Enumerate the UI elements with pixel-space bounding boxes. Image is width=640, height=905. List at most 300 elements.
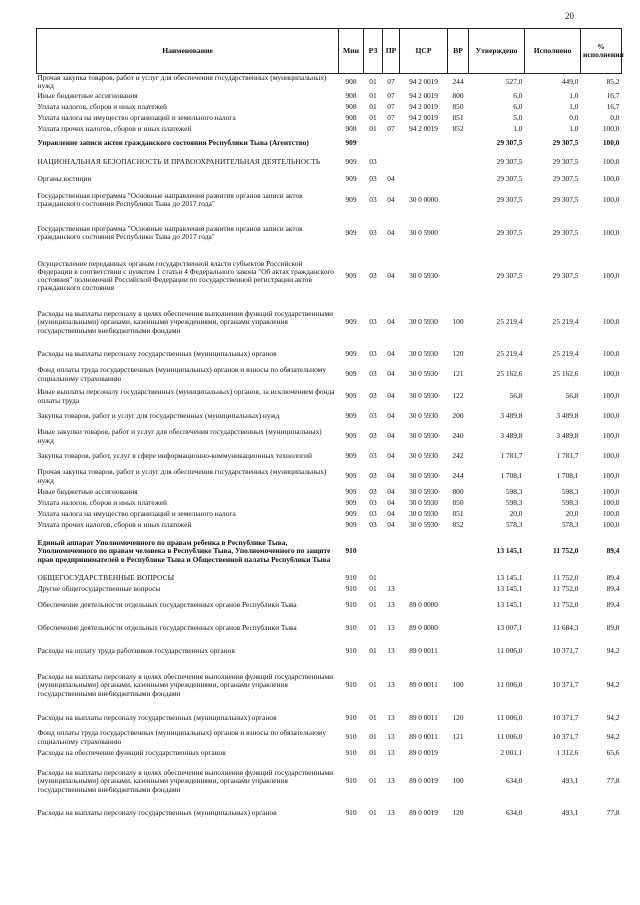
cell-executed: 29 307,5 (552, 138, 579, 148)
cell-vr: 122 (452, 391, 464, 401)
cell-percent: 100,0 (602, 497, 620, 507)
cell-pr: 04 (387, 270, 395, 280)
cell-executed: 25 219,4 (552, 317, 579, 327)
cell-percent: 100,0 (602, 348, 620, 358)
cell-name: Иные закупки товаров, работ и услуг для обеспечения государственных (муниципальных) нужд (37, 427, 322, 445)
cell-percent: 100,0 (602, 317, 620, 327)
cell-approved: 5,0 (513, 112, 523, 122)
cell-rz: 03 (369, 508, 377, 518)
cell-approved: 527,0 (505, 77, 523, 87)
cell-executed: 29 307,5 (552, 157, 579, 167)
cell-pr: 13 (387, 680, 395, 690)
cell-vr (448, 595, 469, 616)
cell-name: НАЦИОНАЛЬНАЯ БЕЗОПАСНОСТЬ И ПРАВООХРАНИТЕЛЬНАЯ ДЕЯТЕЛЬНОСТЬ (37, 157, 321, 167)
cell-name: Государственная программа "Основные направления развития органов записи актов гражданского состояния Республики Тыва до 2017 года" (37, 223, 303, 242)
cell-min: 909 (345, 451, 357, 461)
cell-rz: 03 (369, 174, 377, 184)
cell-min: 910 (345, 546, 357, 556)
cell-name: Другие общегосударственные вопросы (37, 583, 161, 593)
table-row (37, 573, 622, 584)
cell-executed: 0,0 (569, 112, 579, 122)
cell-percent: 100,0 (602, 174, 620, 184)
cell-min: 909 (345, 138, 357, 148)
table-row (37, 187, 622, 214)
cell-executed: 1 781,7 (556, 451, 579, 461)
cell-vr: 244 (452, 77, 464, 87)
cell-executed: 493,1 (561, 807, 579, 817)
cell-rz: 03 (369, 431, 377, 441)
table-row (37, 748, 622, 759)
cell-pr: 04 (387, 194, 395, 204)
cell-rz: 01 (369, 623, 377, 633)
cell-percent: 94,2 (606, 680, 620, 690)
cell-executed: 10 371,7 (552, 713, 579, 723)
cell-percent: 85,2 (606, 77, 620, 87)
cell-vr (448, 173, 469, 187)
cell-rz: 01 (369, 646, 377, 656)
cell-vr (448, 584, 469, 595)
cell-rz: 03 (369, 317, 377, 327)
cell-vr: 851 (452, 112, 464, 122)
cell-approved: 13 145,1 (496, 599, 523, 609)
cell-approved: 634,0 (505, 776, 523, 786)
cell-pr: 07 (387, 90, 395, 100)
cell-csr: 30 0 5930 (409, 411, 438, 421)
cell-csr: 89 0 0019 (409, 776, 438, 786)
cell-name: Прочая закупка товаров, работ и услуг для обеспечения государственных (муниципальных) нужд (37, 467, 327, 485)
cell-percent: 100,0 (602, 451, 620, 461)
cell-vr (448, 187, 469, 214)
cell-vr (448, 748, 469, 759)
cell-name: Расходы на выплаты персоналу государственных (муниципальных) органов (37, 348, 277, 358)
cell-approved: 1 708,1 (500, 471, 523, 481)
cell-rz: 03 (369, 471, 377, 481)
cell-rz: 01 (369, 747, 377, 757)
cell-percent: 100,0 (602, 486, 620, 496)
table-row (37, 595, 622, 616)
cell-percent: 100,0 (602, 157, 620, 167)
cell-pr: 13 (387, 646, 395, 656)
cell-vr: 100 (452, 317, 464, 327)
cell-percent: 100,0 (602, 431, 620, 441)
header-min: Мин (339, 29, 364, 74)
cell-csr: 30 0 5930 (409, 391, 438, 401)
cell-min: 910 (345, 713, 357, 723)
cell-percent: 100,0 (602, 138, 620, 148)
cell-vr: 852 (452, 519, 464, 529)
cell-csr: 94 2 0019 (409, 101, 438, 111)
cell-min: 908 (345, 90, 357, 100)
cell-pr: 04 (387, 317, 395, 327)
cell-name: Уплата налогов, сборов и иных платежей (37, 101, 167, 111)
table-row (37, 407, 622, 427)
cell-pr (383, 531, 400, 573)
cell-executed: 29 307,5 (552, 174, 579, 184)
table-row (37, 662, 622, 710)
cell-rz: 01 (369, 583, 377, 593)
cell-executed: 29 307,5 (552, 227, 579, 237)
cell-min: 909 (345, 391, 357, 401)
cell-vr: 120 (452, 807, 464, 817)
cell-rz: 01 (369, 572, 377, 582)
cell-csr: 30 0 5930 (409, 497, 438, 507)
cell-min: 909 (345, 317, 357, 327)
cell-pr: 04 (387, 508, 395, 518)
cell-name: Расходы на выплаты персоналу государственных (муниципальных) органов (37, 713, 277, 723)
header-pr: ПР (383, 29, 400, 74)
cell-executed: 1,0 (569, 90, 579, 100)
cell-pr: 04 (387, 497, 395, 507)
cell-csr: 30 0 0000 (409, 194, 438, 204)
cell-approved: 29 307,5 (496, 174, 523, 184)
cell-min: 909 (345, 194, 357, 204)
header-csr: ЦСР (400, 29, 448, 74)
cell-pr: 04 (387, 451, 395, 461)
cell-approved: 6,0 (513, 101, 523, 111)
cell-vr: 240 (452, 431, 464, 441)
cell-approved: 29 307,5 (496, 227, 523, 237)
cell-vr: 851 (452, 508, 464, 518)
cell-csr: 30 0 5930 (409, 348, 438, 358)
cell-approved: 56,8 (509, 391, 523, 401)
budget-table-container (36, 28, 624, 822)
cell-pr: 04 (387, 348, 395, 358)
table-row (37, 805, 622, 822)
table-row (37, 642, 622, 662)
cell-executed: 11 752,0 (552, 599, 579, 609)
cell-csr: 30 0 5930 (409, 431, 438, 441)
cell-pr: 07 (387, 112, 395, 122)
cell-percent: 89,8 (606, 623, 620, 633)
cell-csr: 30 0 5930 (409, 451, 438, 461)
cell-csr: 89 0 0011 (409, 646, 438, 656)
cell-name: ОБЩЕГОСУДАРСТВЕННЫЕ ВОПРОСЫ (37, 572, 175, 582)
cell-approved: 29 307,5 (496, 157, 523, 167)
cell-percent: 89,4 (606, 572, 620, 582)
cell-rz: 03 (369, 411, 377, 421)
cell-executed: 598,3 (561, 497, 579, 507)
cell-csr: 30 0 5930 (409, 369, 438, 379)
cell-rz: 01 (369, 599, 377, 609)
cell-executed: 25 162,6 (552, 369, 579, 379)
cell-percent: 16,7 (606, 90, 620, 100)
cell-pr: 13 (387, 599, 395, 609)
cell-csr: 89 0 0011 (409, 732, 438, 742)
cell-name: Расходы на выплаты персоналу государственных (муниципальных) органов (37, 807, 277, 817)
cell-vr (448, 214, 469, 253)
cell-pr: 13 (387, 747, 395, 757)
header-name: Наименование (37, 29, 339, 74)
cell-executed: 578,3 (561, 519, 579, 529)
cell-vr (448, 153, 469, 173)
cell-percent: 100,0 (602, 519, 620, 529)
cell-approved: 2 001,1 (500, 747, 523, 757)
cell-min: 909 (345, 508, 357, 518)
cell-percent: 77,8 (606, 776, 620, 786)
cell-approved: 25 219,4 (496, 317, 523, 327)
cell-pr: 04 (387, 519, 395, 529)
table-row (37, 74, 622, 91)
cell-pr: 04 (387, 174, 395, 184)
cell-approved: 13 007,1 (496, 623, 523, 633)
cell-name: Обеспечение деятельности отдельных государственных органов Республики Тыва (37, 599, 297, 609)
cell-min: 909 (345, 348, 357, 358)
cell-executed: 29 307,5 (552, 270, 579, 280)
cell-csr (400, 531, 448, 573)
cell-vr (448, 642, 469, 662)
cell-pr: 07 (387, 123, 395, 133)
cell-approved: 25 162,6 (496, 369, 523, 379)
cell-pr: 04 (387, 227, 395, 237)
cell-executed: 3 489,8 (556, 411, 579, 421)
cell-vr: 244 (452, 471, 464, 481)
cell-vr: 852 (452, 123, 464, 133)
cell-pr: 04 (387, 486, 395, 496)
header-row (37, 29, 622, 74)
cell-percent: 100,0 (602, 270, 620, 280)
cell-min: 910 (345, 732, 357, 742)
cell-approved: 25 219,4 (496, 348, 523, 358)
cell-vr: 100 (452, 776, 464, 786)
cell-executed: 10 371,7 (552, 680, 579, 690)
cell-percent: 94,2 (606, 732, 620, 742)
cell-csr: 89 0 0019 (409, 747, 438, 757)
cell-min: 909 (345, 157, 357, 167)
cell-csr: 89 0 0019 (409, 807, 438, 817)
cell-rz: 01 (369, 776, 377, 786)
cell-csr: 94 2 0019 (409, 77, 438, 87)
cell-pr: 13 (387, 807, 395, 817)
cell-rz: 03 (369, 486, 377, 496)
cell-pr: 04 (387, 411, 395, 421)
cell-name: Иные бюджетные ассигнования (37, 486, 138, 496)
table-row (37, 584, 622, 595)
cell-rz: 01 (369, 101, 377, 111)
cell-approved: 634,0 (505, 807, 523, 817)
table-row (37, 616, 622, 642)
cell-min: 909 (345, 227, 357, 237)
cell-csr (400, 584, 448, 595)
cell-approved: 598,3 (505, 486, 523, 496)
table-row (37, 531, 622, 573)
cell-vr (448, 616, 469, 642)
table-header (37, 29, 622, 74)
cell-executed: 11 752,0 (552, 572, 579, 582)
table-row (37, 509, 622, 520)
cell-approved: 6,0 (513, 90, 523, 100)
cell-percent: 100,0 (602, 123, 620, 133)
cell-min: 908 (345, 101, 357, 111)
table-row (37, 113, 622, 124)
cell-csr: 30 0 5930 (409, 471, 438, 481)
cell-name: Уплата налога на имущество организаций и земельного налога (37, 508, 236, 518)
cell-min: 909 (345, 411, 357, 421)
cell-csr: 94 2 0019 (409, 90, 438, 100)
cell-min: 910 (345, 572, 357, 582)
table-row (37, 363, 622, 387)
cell-executed: 10 371,7 (552, 646, 579, 656)
table-row (37, 498, 622, 509)
cell-rz: 01 (369, 77, 377, 87)
cell-pr: 07 (387, 101, 395, 111)
cell-rz: 01 (369, 807, 377, 817)
table-row (37, 153, 622, 173)
cell-executed: 1,0 (569, 123, 579, 133)
cell-executed: 493,1 (561, 776, 579, 786)
cell-approved: 11 006,0 (496, 732, 523, 742)
cell-min: 910 (345, 583, 357, 593)
cell-vr (448, 573, 469, 584)
cell-min: 909 (345, 270, 357, 280)
cell-rz: 03 (369, 369, 377, 379)
cell-executed: 3 489,8 (556, 431, 579, 441)
cell-pr: 13 (387, 583, 395, 593)
cell-rz: 01 (369, 680, 377, 690)
page-number: 20 (565, 11, 574, 21)
cell-percent: 0,0 (610, 112, 620, 122)
cell-pr: 04 (387, 369, 395, 379)
table-row (37, 300, 622, 346)
cell-csr (400, 135, 448, 153)
cell-min: 909 (345, 431, 357, 441)
cell-percent: 94,2 (606, 713, 620, 723)
cell-vr: 800 (452, 486, 464, 496)
cell-executed: 56,8 (565, 391, 579, 401)
cell-rz: 03 (369, 270, 377, 280)
cell-percent: 100,0 (602, 508, 620, 518)
cell-executed: 598,3 (561, 486, 579, 496)
cell-min: 909 (345, 471, 357, 481)
cell-rz: 03 (369, 227, 377, 237)
cell-approved: 11 006,0 (496, 680, 523, 690)
cell-min: 910 (345, 747, 357, 757)
cell-name: Расходы на обеспечение функций государственных органов (37, 747, 226, 757)
cell-rz: 01 (369, 123, 377, 133)
table-row (37, 253, 622, 300)
cell-executed: 449,0 (561, 77, 579, 87)
table-body (37, 74, 622, 822)
cell-approved: 29 307,5 (496, 194, 523, 204)
table-row (37, 91, 622, 102)
cell-vr: 121 (452, 369, 464, 379)
cell-min: 908 (345, 112, 357, 122)
cell-name: Уплата прочих налогов, сборов и иных платежей (37, 123, 192, 133)
cell-pr: 07 (387, 77, 395, 87)
cell-csr: 30 0 5930 (409, 486, 438, 496)
cell-executed: 20,0 (565, 508, 579, 518)
cell-percent: 89,4 (606, 599, 620, 609)
table-row (37, 427, 622, 447)
cell-executed: 1,0 (569, 101, 579, 111)
cell-rz: 01 (369, 112, 377, 122)
cell-min: 909 (345, 497, 357, 507)
cell-percent: 16,7 (606, 101, 620, 111)
cell-min: 910 (345, 646, 357, 656)
cell-vr: 242 (452, 451, 464, 461)
cell-csr: 94 2 0019 (409, 123, 438, 133)
cell-csr: 89 0 0011 (409, 680, 438, 690)
cell-min: 908 (345, 77, 357, 87)
cell-name: Закупка товаров, работ и услуг для государственных (муниципальных) нужд (37, 411, 280, 421)
cell-name: Уплата налога на имущество организаций и земельного налога (37, 112, 236, 122)
cell-name: Управление записи актов гражданского состояния Республики Тыва (Агентство) (37, 138, 309, 148)
cell-vr: 200 (452, 411, 464, 421)
table-row (37, 728, 622, 748)
cell-csr: 89 0 0011 (409, 713, 438, 723)
cell-csr: 30 0 5900 (409, 227, 438, 237)
cell-min: 909 (345, 174, 357, 184)
cell-pr: 13 (387, 776, 395, 786)
cell-name: Государственная программа "Основные направления развития органов записи актов гражданского состояния Республики Тыва до 2017 года" (37, 190, 303, 209)
cell-csr: 30 0 5930 (409, 317, 438, 327)
table-row (37, 759, 622, 805)
cell-rz: 01 (369, 90, 377, 100)
cell-name: Уплата налогов, сборов и иных платежей (37, 497, 167, 507)
cell-approved: 3 489,8 (500, 411, 523, 421)
cell-pr: 04 (387, 391, 395, 401)
table-row (37, 710, 622, 728)
cell-rz: 01 (369, 713, 377, 723)
cell-executed: 11 752,0 (553, 546, 579, 556)
cell-csr: 89 0 0000 (409, 623, 438, 633)
header-approved: Утверждено (469, 29, 525, 74)
cell-csr: 94 2 0019 (409, 112, 438, 122)
budget-execution-table (36, 28, 622, 822)
cell-executed: 29 307,5 (552, 194, 579, 204)
table-row (37, 346, 622, 363)
cell-vr: 800 (452, 90, 464, 100)
cell-percent: 89,4 (606, 583, 620, 593)
cell-approved: 11 006,0 (496, 713, 523, 723)
cell-percent: 100,0 (602, 411, 620, 421)
cell-rz (364, 531, 383, 573)
cell-pr: 13 (387, 623, 395, 633)
cell-rz: 03 (369, 157, 377, 167)
cell-name: Расходы на выплаты персоналу в целях обеспечения выполнения функций государственными (муниципальными) органами, казенными учреждениями, органами управления государственными внебюджетными фондами (37, 309, 334, 335)
cell-name: Фонд оплаты труда государственных (муниципальных) органов и взносы по обязательному социальному страхованию (37, 728, 327, 746)
cell-vr: 850 (452, 101, 464, 111)
cell-rz: 03 (369, 391, 377, 401)
cell-pr (383, 573, 400, 584)
cell-csr (400, 153, 448, 173)
cell-executed: 10 371,7 (552, 732, 579, 742)
table-row (37, 135, 622, 153)
cell-pr: 04 (387, 431, 395, 441)
cell-rz: 03 (369, 451, 377, 461)
cell-csr: 89 0 0000 (409, 599, 438, 609)
cell-name: Обеспечение деятельности отдельных государственных органов Республики Тыва (37, 623, 297, 633)
cell-csr: 30 0 5930 (409, 508, 438, 518)
cell-approved: 1 781,7 (500, 451, 523, 461)
cell-csr: 30 0 5930 (409, 270, 438, 280)
cell-percent: 100,0 (602, 227, 620, 237)
cell-approved: 20,0 (509, 508, 523, 518)
table-row (37, 467, 622, 487)
cell-approved: 29 307,5 (496, 270, 523, 280)
cell-name: Закупка товаров, работ, услуг в сфере информационно-коммуникационных технологий (37, 451, 312, 461)
table-row (37, 214, 622, 253)
cell-executed: 25 219,4 (552, 348, 579, 358)
header-vr: ВР (448, 29, 469, 74)
cell-min: 908 (345, 123, 357, 133)
table-row (37, 487, 622, 498)
cell-csr (400, 573, 448, 584)
cell-name: Расходы на оплату труда работников государственных органов (37, 646, 235, 656)
cell-rz (364, 135, 383, 153)
cell-name: Расходы на выплаты персоналу в целях обеспечения выполнения функций государственными (муниципальными) органами, казенными учреждениями, органами управления государственными внебюджетными фондами (37, 672, 334, 698)
cell-percent: 94,2 (606, 646, 620, 656)
cell-rz: 03 (369, 348, 377, 358)
